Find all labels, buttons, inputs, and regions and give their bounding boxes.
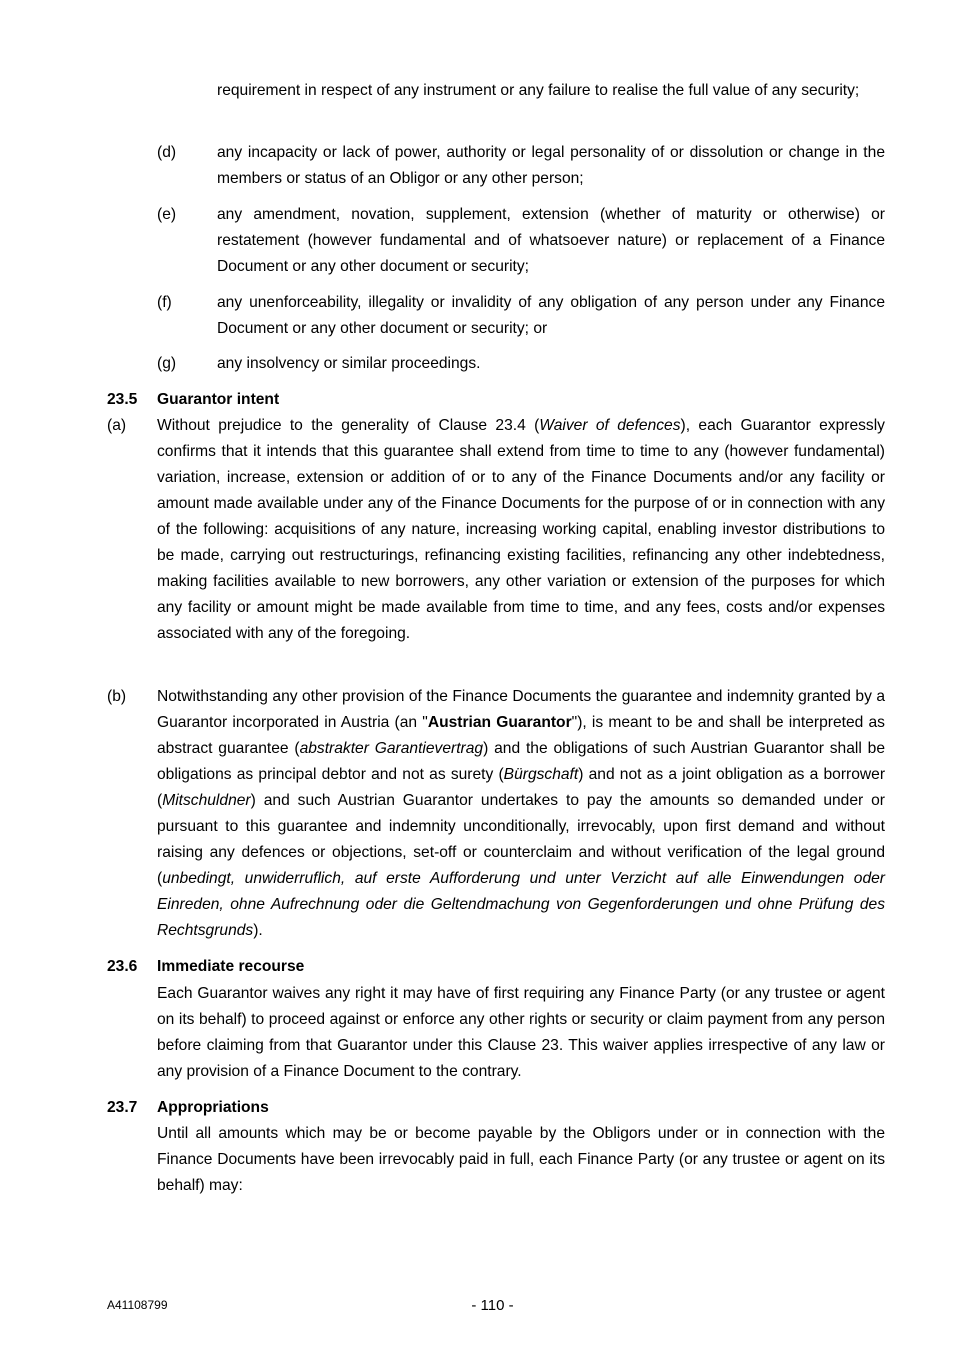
- clause-23-5-title: Guarantor intent: [157, 391, 280, 408]
- clause-23-5-b-text: Notwithstanding any other provision of the Finance Documents the guarantee and indemnity granted by a Guarantor incorporated in Austria (an "Austrian Guarantor"), is meant to be and shall be interpreted as abstract guarantee (abstrakter Garantievertrag) and the obligations of such Austrian Guarantor shall be obligations as principal debtor and not as surety (Bürgschaft) and not as a joint obligation as a borrower (Mitschuldner) and such Austrian Guarantor undertakes to pay the amounts so demanded under or pursuant to this guarantee and indemnity unconditionally, irrevocably, upon first demand and without raising any defences or objections, set-off or counterclaim and without verification of the legal ground (unbedingt, unwiderruflich, auf erste Aufforderung und unter Verzicht auf alle Einwendungen oder Einreden, ohne Aufrechnung oder die Geltendmachung von Gegenforderungen und ohne Prüfung des Rechtsgrunds).: [157, 688, 886, 939]
- item-d-text: any incapacity or lack of power, authority or legal personality of or dissolution or change in the members or status of an Obligor or any other person;: [217, 144, 885, 187]
- clause-23-5-b-label: (b): [107, 688, 127, 705]
- clause-23-7-text: Until all amounts which may be or become payable by the Obligors under or in connection with the Finance Documents have been irrevocably paid in full, each Finance Party (or any trustee or agent on its behalf) may:: [157, 1125, 885, 1194]
- clause-23-7-number: 23.7: [107, 1099, 138, 1116]
- item-f-text: any unenforceability, illegality or invalidity of any obligation of any person under any Finance Document or any other document or security; or: [217, 294, 885, 337]
- clause-23-6-text: Each Guarantor waives any right it may have of first requiring any Finance Party (or any trustee or agent on its behalf) to proceed against or enforce any other rights or security or claim payment from any person before claiming from that Guarantor under this Clause 23. This waiver applies irrespective of any law or any provision of a Finance Document to the contrary.: [157, 985, 885, 1080]
- item-c-continuation: requirement in respect of any instrument or any failure to realise the full value of any security;: [217, 82, 860, 99]
- item-g-label: (g): [157, 355, 177, 372]
- item-f-label: (f): [157, 294, 172, 311]
- clause-23-5-number: 23.5: [107, 391, 138, 408]
- clause-23-6-number: 23.6: [107, 958, 138, 975]
- clause-23-7-title: Appropriations: [157, 1099, 269, 1116]
- item-d-label: (d): [157, 144, 177, 161]
- clause-23-6-title: Immediate recourse: [157, 958, 305, 975]
- item-g-text: any insolvency or similar proceedings.: [217, 355, 481, 372]
- clause-23-5-a-text: Without prejudice to the generality of Clause 23.4 (Waiver of defences), each Guarantor expressly confirms that it intends that this guarantee shall extend from time to time to any (however fundamental) variation, increase, extension or addition of or to any of the Finance Documents and/or any facility or amount made available under any of the Finance Documents for the purpose of or in connection with any of the following: acquisitions of any nature, increasing working capital, enabling investor distributions to be made, carrying out restructurings, refinancing existing facilities, refinancing any other indebtedness, making facilities available to new borrowers, any other variation or extension of the purposes for which any facility or amount might be made available from time to time, and any fees, costs and/or expenses associated with any of the foregoing.: [157, 417, 885, 642]
- footer-document-id: A41108799: [107, 1298, 168, 1312]
- item-e-text: any amendment, novation, supplement, extension (whether of maturity or otherwise) or restatement (however fundamental and of whatsoever nature) or replacement of a Finance Document or any other document or security;: [217, 206, 885, 275]
- clause-23-5-a-label: (a): [107, 417, 127, 434]
- item-e-label: (e): [157, 206, 177, 223]
- footer-page-number: - 110 -: [471, 1297, 514, 1314]
